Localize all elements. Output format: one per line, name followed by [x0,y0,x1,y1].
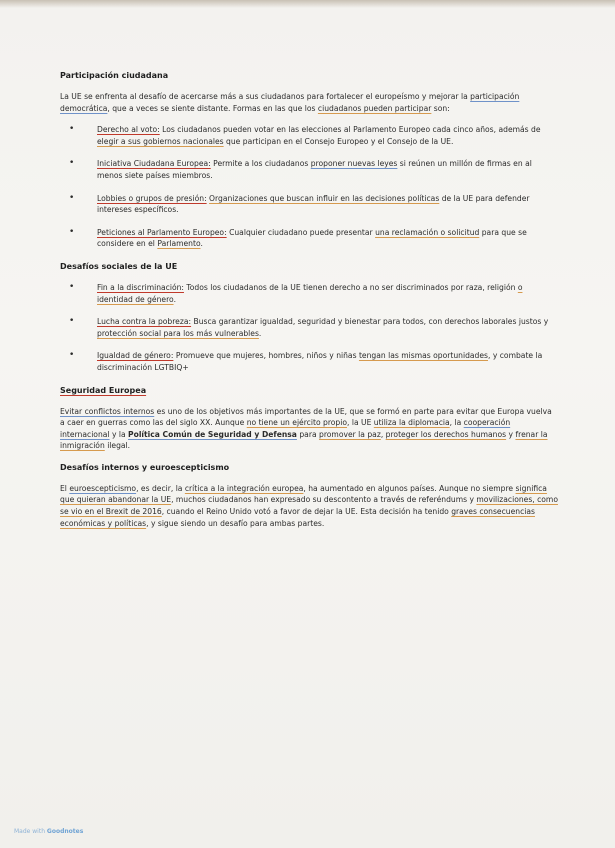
list-item [60,124,558,147]
paragraph-euroescepticismo [60,483,558,529]
paragraph-seguridad [60,406,558,452]
underlined-text: frenar la inmigración [60,429,548,451]
bullet-icon: • [69,158,75,169]
text: , muchos ciudadanos han expresado su descontento a través de referéndums y [171,495,477,505]
text: que participan en el Consejo Europeo y el Consejo de la UE. [223,136,454,146]
text: si reúnen un millón de firmas en al menos siete países miembros. [97,159,532,180]
bullet-icon: • [69,226,75,237]
text: . [200,239,203,249]
text: Cualquier ciudadano puede presentar [229,227,376,237]
list-item [60,282,558,305]
term: Igualdad de género: [97,351,174,361]
page-edge-shadow [0,0,615,8]
term: Peticiones al Parlamento Europeo: [97,227,227,237]
text: La UE se enfrenta al desafío de acercarse más a sus ciudadanos para fortalecer el europeísmo y mejorar la [60,92,471,101]
heading-participacion: Participación ciudadana [60,71,169,80]
text: de la UE para defender intereses específicos. [97,193,530,215]
term: Fin a la discriminación: [97,282,184,292]
text: Los ciudadanos pueden votar en las elecciones al Parlamento Europeo cada cinco años, además de [162,125,541,135]
list-participacion [60,124,558,250]
underlined-text: tengan las mismas oportunidades [358,351,489,361]
underlined-text: protección social para los más vulnerables [97,328,259,338]
document-content [60,70,558,539]
underlined-text: cooperación internacional [60,418,511,439]
underlined-text: significa que quieran abandonar la UE [60,483,547,505]
bullet-icon: • [69,124,75,135]
bullet-icon: • [69,316,75,327]
underlined-text: participación democrática [60,92,520,113]
paragraph-participacion-intro [60,91,558,114]
footer-watermark [14,828,83,835]
underlined-text: Evitar conflictos internos [60,406,155,416]
list-item [60,350,558,373]
term: Iniciativa Ciudadana Europea: [97,159,211,169]
underlined-text: o identidad de género [97,282,523,304]
text: y [506,429,516,439]
list-item [60,158,558,181]
heading-seguridad [60,385,558,396]
term: Lucha contra la pobreza: [97,317,192,327]
text: , [380,429,386,439]
text: El [60,483,70,493]
underlined-text: proteger los derechos humanos [385,429,507,439]
footer-brand: Goodnotes [46,828,84,835]
list-item [60,227,558,250]
text: Busca garantizar igualdad, seguridad y bienestar para todos, con derechos laborales justos y [193,317,549,327]
underlined-text: Política Común de Seguridad y Defensa [128,429,297,439]
text: son: [431,103,450,113]
underlined-text: una reclamación o solicitud [375,227,480,237]
underlined-text: no tiene un ejército propio [246,418,348,428]
underlined-text: graves consecuencias económicas y políticas [60,507,535,528]
text: , que a veces se siente distante. Formas en las que los [107,103,318,113]
bullet-icon: • [69,350,75,361]
list-item [60,193,558,216]
heading-euroescepticismo: Desafíos internos y euroescepticismo [60,462,230,472]
underlined-text: Organizaciones que buscan influir en las decisiones políticas [209,193,440,203]
footer-made-with: Made with [14,828,45,835]
text: , la [449,418,464,428]
underlined-text: Parlamento [157,239,201,249]
text: , ha aumentado en algunos países. Aunque no siempre [303,483,516,493]
bullet-icon: • [69,281,75,292]
bullet-icon: • [69,192,75,203]
text: Permite a los ciudadanos [213,159,311,169]
text: es uno de los objetivos más importantes de la UE, que se formó en parte para evitar que Europa vuelva a caer en guerras como las del siglo XX. Aunque [60,406,552,428]
underlined-text: euroescepticismo [69,483,137,493]
list-desafios [60,282,558,374]
underlined-text: ciudadanos pueden participar [317,103,432,113]
underlined-text: promover la paz [319,429,381,439]
text: Todos los ciudadanos de la UE tienen derecho a no ser discriminados por raza, religión [186,282,518,292]
text: , y combate la discriminación LGTBIQ+ [97,351,543,372]
text: . [258,328,262,338]
term: Derecho al voto: [97,125,160,135]
text: , cuando el Reino Unido votó a favor de dejar la UE. Esta decisión ha tenido [161,507,452,517]
text: , es decir, la [136,483,185,493]
underlined-text: utiliza la diplomacia [373,418,450,428]
text: para [296,429,320,439]
text: Promueve que mujeres, hombres, niños y niñas [175,351,359,361]
underlined-text: proponer nuevas leyes [310,159,398,169]
term: Lobbies o grupos de presión: [97,193,207,203]
underlined-text: movilizaciones, como se vio en el Brexit de 2016 [60,495,558,517]
text: para que se considere en el [97,227,527,249]
list-item [60,316,558,339]
underlined-text: crítica a la integración europea [184,483,304,493]
text: ilegal. [104,441,131,451]
underlined-text: elegir a sus gobiernos nacionales [97,136,224,146]
text: y la [109,429,129,439]
text: . [173,294,176,304]
heading-desafios: Desafíos sociales de la UE [60,261,178,271]
heading-text: Seguridad Europea [60,385,147,395]
text: , la UE [347,418,374,428]
text: , y sigue siendo un desafío para ambas partes. [146,518,325,528]
